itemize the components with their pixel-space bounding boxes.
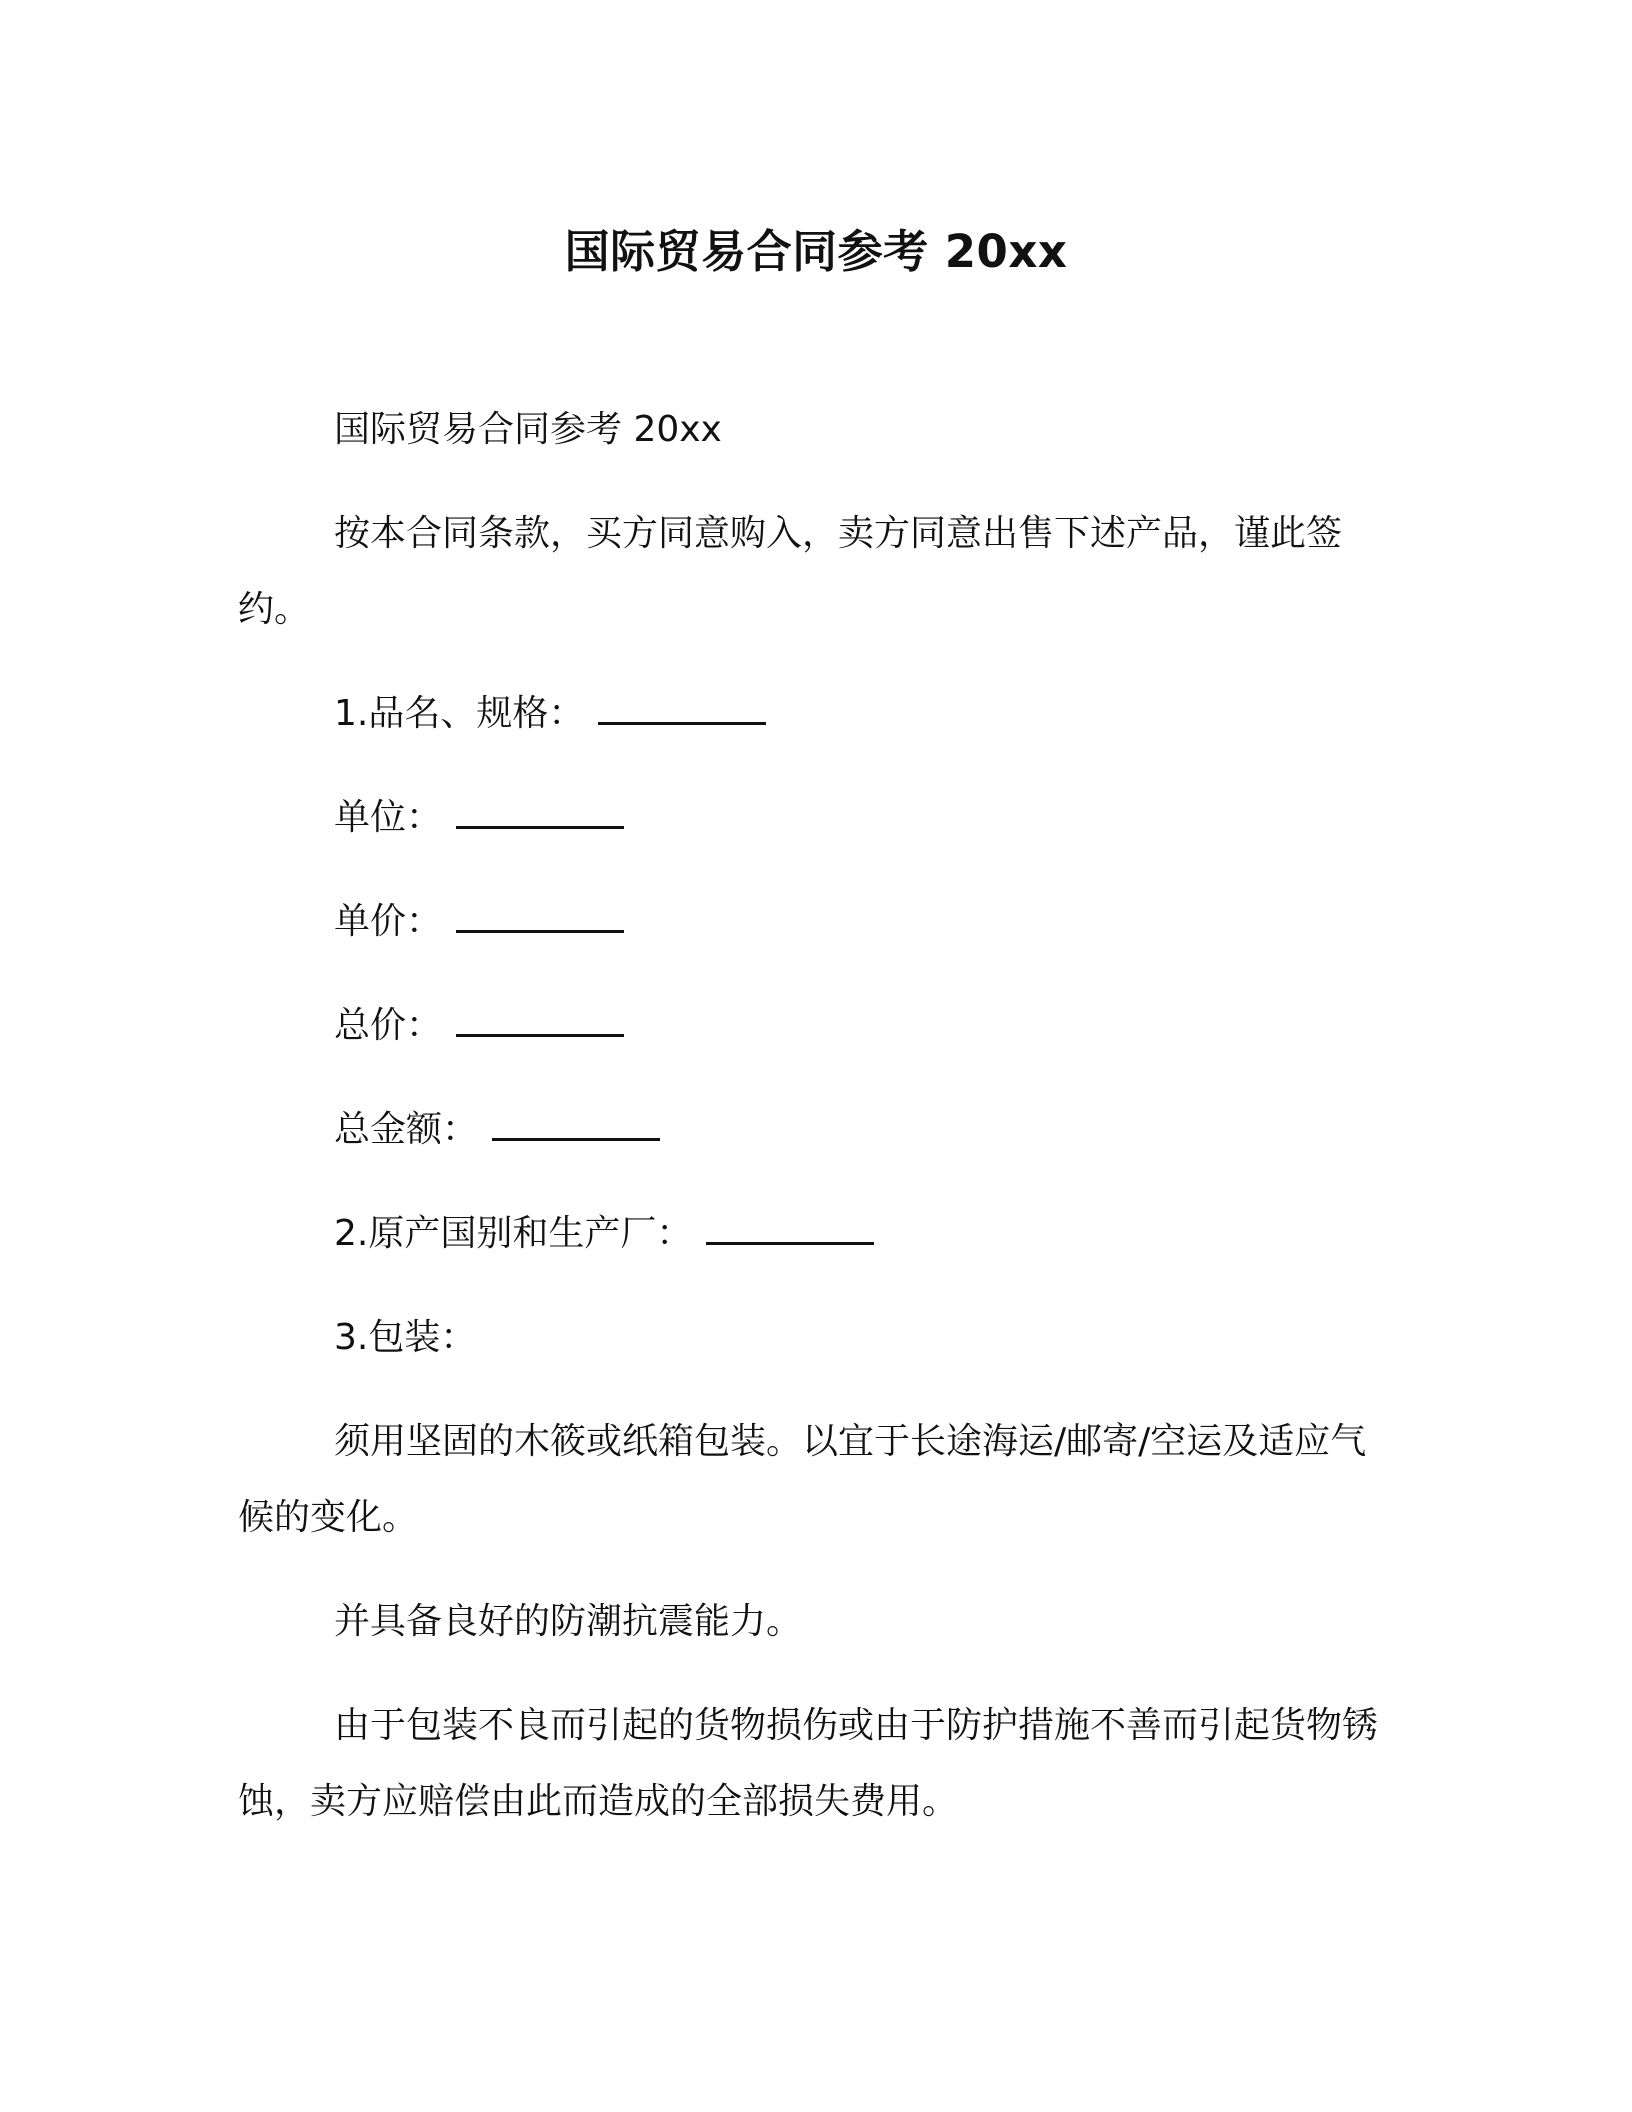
packing-text-1: 须用坚固的木筱或纸箱包装。以宜于长途海运/邮寄/空运及适应气候的变化。: [238, 1421, 1367, 1538]
document-title: 国际贸易合同参考 20xx: [564, 225, 1068, 278]
document-body: [238, 392, 1378, 1840]
unit-price-blank: [456, 900, 624, 933]
packing-paragraph-1: [238, 1404, 1378, 1556]
unit-field: [238, 780, 1378, 856]
packing-label: 3.包装：: [334, 1317, 477, 1358]
origin-label: 2.原产国别和生产厂：: [334, 1213, 693, 1254]
total-amount-field: [238, 1092, 1378, 1168]
packing-text-3: 由于包装不良而引起的货物损伤或由于防护措施不善而引起货物锈蚀，卖方应赔偿由此而造成的全部损失费用。: [238, 1705, 1379, 1822]
packing-heading: [238, 1300, 1378, 1376]
total-price-label: 总价：: [334, 1005, 443, 1046]
origin-field: [238, 1196, 1378, 1272]
total-price-blank: [456, 1004, 624, 1037]
total-amount-label: 总金额：: [334, 1109, 479, 1150]
total-amount-blank: [492, 1108, 660, 1141]
packing-paragraph-2: [238, 1584, 1378, 1660]
unit-price-field: [238, 884, 1378, 960]
total-price-field: [238, 988, 1378, 1064]
item-name-field: [238, 676, 1378, 752]
unit-price-label: 单价：: [334, 901, 443, 942]
origin-blank: [706, 1212, 874, 1245]
subtitle-paragraph: [238, 392, 1378, 468]
intro-paragraph: [238, 496, 1378, 648]
unit-label: 单位：: [334, 797, 443, 838]
item-name-blank: [598, 692, 766, 725]
packing-paragraph-3: [238, 1688, 1378, 1840]
subtitle-text: 国际贸易合同参考 20xx: [334, 409, 722, 450]
unit-blank: [456, 796, 624, 829]
packing-text-2: 并具备良好的防潮抗震能力。: [334, 1601, 803, 1642]
item-name-label: 1.品名、规格：: [334, 693, 585, 734]
intro-text: 按本合同条款，买方同意购入，卖方同意出售下述产品，谨此签约。: [238, 513, 1343, 630]
